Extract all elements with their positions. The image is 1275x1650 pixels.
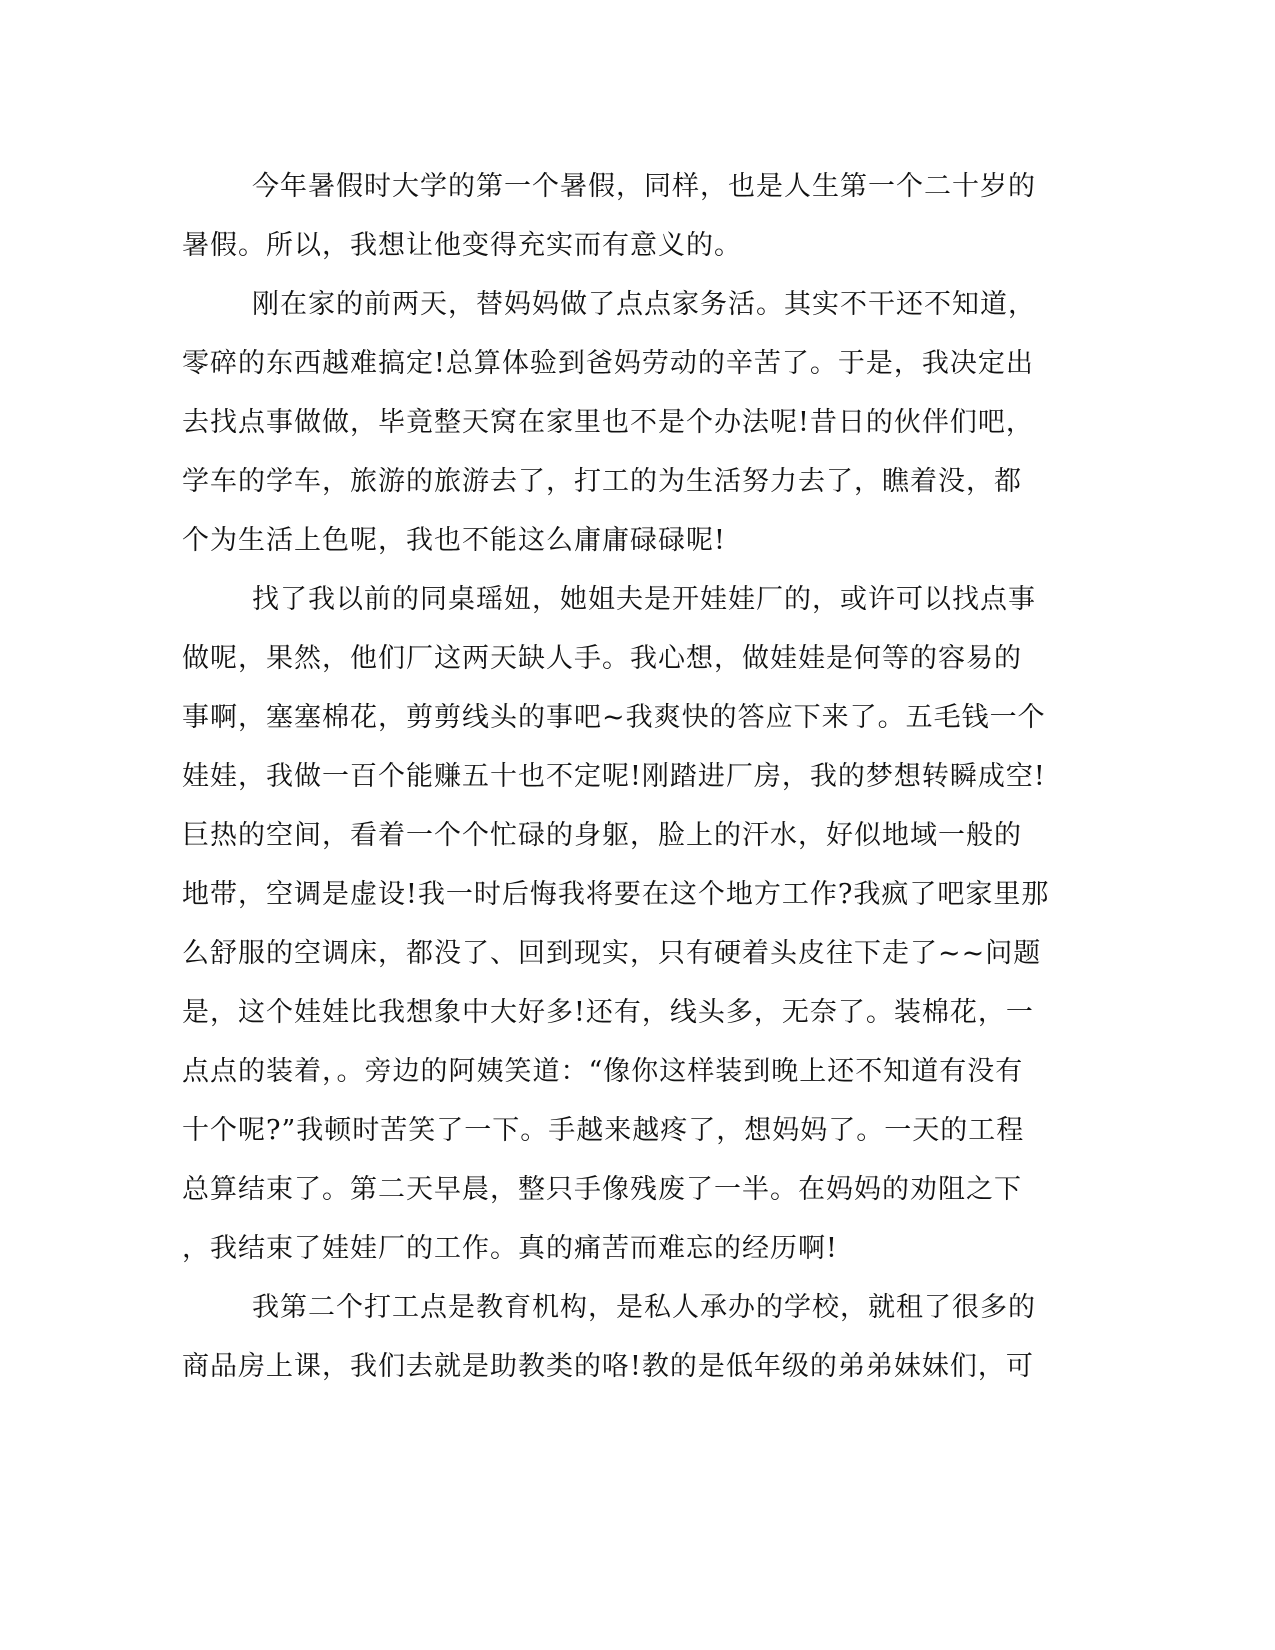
paragraph-3-line-8: 是，这个娃娃比我想象中大好多!还有，线头多，无奈了。装棉花，一 [182,997,1034,1028]
paragraph-3-line-7: 么舒服的空调床，都没了、回到现实，只有硬着头皮往下走了~~问题 [182,938,1042,969]
paragraph-3-line-10: 十个呢?”我顿时苦笑了一下。手越来越疼了，想妈妈了。一天的工程 [182,1115,1025,1146]
paragraph-4-line-1: 我第二个打工点是教育机构，是私人承办的学校，就租了很多的 [252,1292,1036,1323]
paragraph-2-line-1: 刚在家的前两天，替妈妈做了点点家务活。其实不干还不知道， [252,289,1036,320]
paragraph-3-line-12: ，我结束了娃娃厂的工作。真的痛苦而难忘的经历啊! [182,1233,838,1264]
paragraph-3-line-1: 找了我以前的同桌瑶妞，她姐夫是开娃娃厂的，或许可以找点事 [252,584,1036,615]
paragraph-1-line-1: 今年暑假时大学的第一个暑假，同样，也是人生第一个二十岁的 [252,171,1036,202]
paragraph-3-line-4: 娃娃，我做一百个能赚五十也不定呢!刚踏进厂房，我的梦想转瞬成空! [182,761,1046,792]
paragraph-2-line-2: 零碎的东西越难搞定!总算体验到爸妈劳动的辛苦了。于是，我决定出 [182,348,1034,379]
paragraph-2-line-4: 学车的学车，旅游的旅游去了，打工的为生活努力去了，瞧着没，都 [182,466,1022,497]
paragraph-3-line-2: 做呢，果然，他们厂这两天缺人手。我心想，做娃娃是何等的容易的 [182,643,1022,674]
paragraph-3-line-5: 巨热的空间，看着一个个忙碌的身躯，脸上的汗水，好似地域一般的 [182,820,1022,851]
paragraph-3-line-9: 点点的装着，。旁边的阿姨笑道：“像你这样装到晚上还不知道有没有 [182,1056,1024,1087]
paragraph-4-line-2: 商品房上课，我们去就是助教类的咯!教的是低年级的弟弟妹妹们，可 [182,1351,1034,1382]
paragraph-2-line-5: 个为生活上色呢，我也不能这么庸庸碌碌呢! [182,525,726,556]
paragraph-3-line-11: 总算结束了。第二天早晨，整只手像残废了一半。在妈妈的劝阻之下 [182,1174,1022,1205]
paragraph-3-line-6: 地带，空调是虚设!我一时后悔我将要在这个地方工作?我疯了吧家里那 [182,879,1050,910]
essay-body [182,157,1050,1396]
paragraph-2-line-3: 去找点事做做，毕竟整天窝在家里也不是个办法呢!昔日的伙伴们吧， [182,407,1034,438]
paragraph-1-line-2: 暑假。所以，我想让他变得充实而有意义的。 [182,230,742,261]
paragraph-3-line-3: 事啊，塞塞棉花，剪剪线头的事吧~我爽快的答应下来了。五毛钱一个 [182,702,1046,733]
